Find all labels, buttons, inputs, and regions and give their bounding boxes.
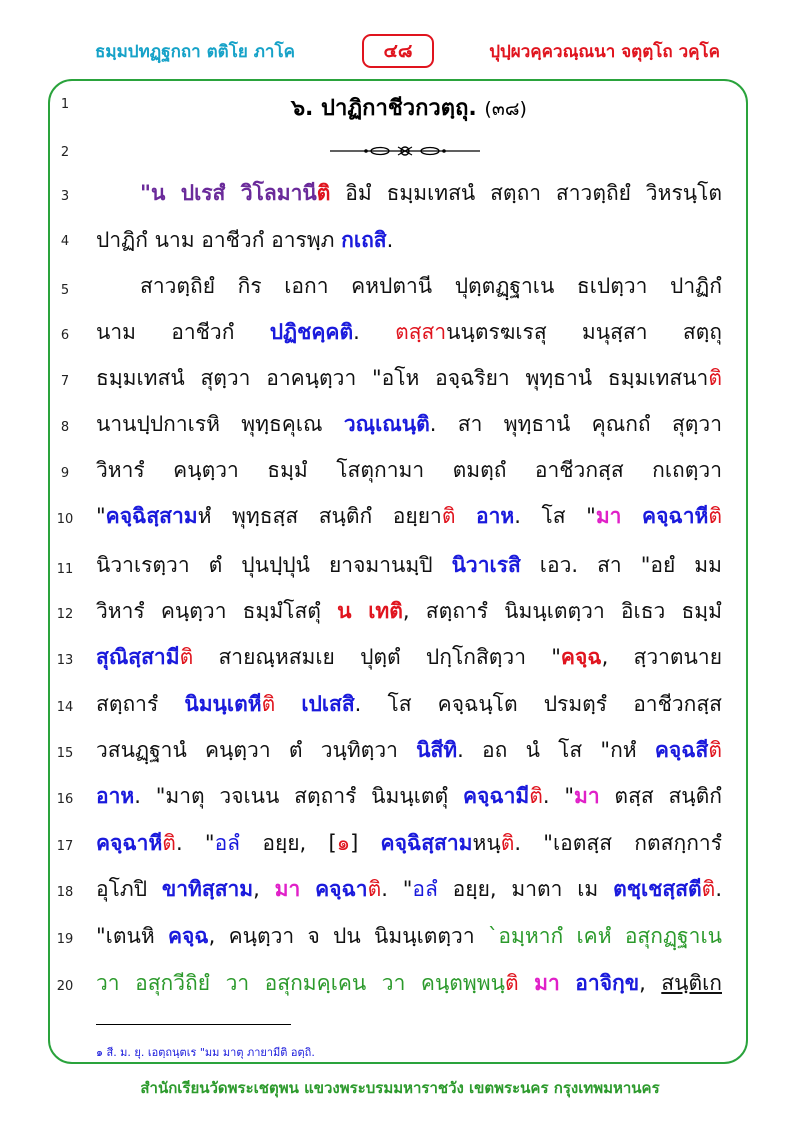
text-segment: ตสฺส สนฺติกํ <box>599 784 722 808</box>
line-number: 6 <box>60 328 70 343</box>
line-number: 20 <box>56 979 74 994</box>
line-number: 14 <box>56 700 74 715</box>
text-segment <box>300 877 315 901</box>
text-segment: สายณฺหสมเย ปุตฺตํ ปกฺโกสิตฺวา " <box>193 645 561 669</box>
text-segment: . <box>386 228 394 252</box>
text-segment: `อมฺหากํ เคหํ อสุกฏฺฐาเน <box>487 924 722 948</box>
text-line-14 <box>96 690 722 718</box>
text-segment: คจฺฉสี <box>654 738 709 762</box>
text-segment: คจฺฉาหี <box>642 504 709 528</box>
line-number: 5 <box>60 283 70 298</box>
text-segment: วา อสุกวีถิยํ วา อสุกมคฺเคน วา คนฺตพฺพนฺ <box>96 971 505 995</box>
text-segment: สาวตฺถิยํ กิร เอกา คหปตานี ปุตฺตฏฺฐาเน ธเปตฺวา ปาฏิกํ <box>140 274 722 298</box>
text-segment: อลํ <box>214 831 241 855</box>
text-segment: ติ <box>701 877 716 901</box>
text-line-19 <box>96 922 722 950</box>
book-title-header: ธมฺมปทฏฺฐกถา ตติโย ภาโค <box>95 42 295 62</box>
text-segment: สุณิสฺสามี <box>96 645 180 669</box>
text-segment: วิหารํ คนฺตฺวา ธมฺมํโสตุํ <box>96 599 338 623</box>
text-segment: คจฺฉ <box>560 645 602 669</box>
text-segment: สตฺถารํ <box>96 692 185 716</box>
line-number: 13 <box>56 653 74 668</box>
text-segment: . โส คจฺฉนฺโต ปรมตฺรํ อาชีวกสฺส <box>354 692 722 716</box>
story-title <box>96 90 722 125</box>
text-line-5 <box>140 272 722 300</box>
text-segment: "น ปเรสํ วิโลมานี <box>140 181 317 205</box>
text-segment: , <box>639 971 662 995</box>
page-number-box: ๔๘ <box>362 34 434 68</box>
text-line-10 <box>96 502 722 530</box>
text-segment: . " <box>381 877 413 901</box>
text-segment: คจฺฉิสฺสาม <box>380 831 473 855</box>
line-number: 8 <box>60 420 70 435</box>
text-segment: คจฺฉิสฺสาม <box>105 504 198 528</box>
text-segment: ติ <box>367 877 382 901</box>
text-segment: นานปฺปกาเรหิ พุทฺธคุเณ <box>96 412 344 436</box>
text-segment: ติ <box>708 738 722 762</box>
text-segment: , <box>253 877 275 901</box>
text-segment: อยฺย, มาตา เม <box>437 877 614 901</box>
text-segment: มา <box>595 504 622 528</box>
text-segment: . "มาตุ วจเนน สตฺถารํ นิมนฺเตตุํ <box>134 784 463 808</box>
story-title-text: ๖. ปาฏิกาชีวกวตฺถุ. <box>291 96 477 121</box>
text-segment: ติ <box>441 504 456 528</box>
text-segment: ติ <box>500 831 515 855</box>
text-line-6 <box>96 318 722 346</box>
line-number: 7 <box>60 374 70 389</box>
story-number: (๓๘) <box>484 98 527 120</box>
text-segment: อยฺย, [ <box>240 831 337 855</box>
text-segment: ขาทิสฺสาม <box>161 877 254 901</box>
text-line-18 <box>96 875 722 903</box>
text-segment: ติ <box>179 645 194 669</box>
line-number: 17 <box>56 839 74 854</box>
line-number: 18 <box>56 885 74 900</box>
text-segment: ปฏิชคฺคติ <box>269 320 354 344</box>
text-segment: . โส " <box>514 504 596 528</box>
text-segment: อุโภปิ <box>96 877 162 901</box>
text-segment: . "เอตสฺส กตสกฺการํ <box>514 831 722 855</box>
text-segment: ติ <box>529 784 543 808</box>
text-segment: ] <box>350 831 381 855</box>
text-segment: คจฺฉ <box>167 924 209 948</box>
text-segment: . อถ นํ โส "กหํ <box>457 738 655 762</box>
text-segment: นิวาเรตฺวา ตํ ปุนปฺปุนํ ยาจมานมฺปิ <box>96 553 452 577</box>
line-number: 19 <box>56 932 74 947</box>
text-segment: นาม อาชีวกํ <box>96 320 270 344</box>
text-segment: คจฺฉา <box>315 877 368 901</box>
text-segment: คจฺฉาหี <box>96 831 163 855</box>
chapter-header: ปุปฺผวคฺควณฺณนา จตุตฺโถ วคฺโค <box>489 42 720 62</box>
text-line-13 <box>96 643 722 671</box>
text-segment: ธมฺมเทสนํ สุตฺวา อาคนฺตฺวา "อโห อจฺฉริยา พุทฺธานํ ธมฺมเทสนา <box>96 366 709 390</box>
text-line-16 <box>96 782 722 810</box>
text-segment: เปเสสิ <box>301 692 355 716</box>
line-number: 12 <box>56 607 74 622</box>
text-segment <box>560 971 576 995</box>
text-segment: นิวาเรสิ <box>451 553 521 577</box>
text-segment: หนฺ <box>472 831 501 855</box>
text-segment: ตสฺสา <box>395 320 447 344</box>
text-segment: คจฺฉามี <box>462 784 530 808</box>
line-number: 4 <box>60 234 70 249</box>
ornament-divider-icon <box>330 144 480 158</box>
text-segment: . <box>715 877 722 901</box>
text-segment: " <box>96 504 106 528</box>
text-segment: มา <box>274 877 301 901</box>
text-segment: . สา พุทฺธานํ คุณกถํ สุตฺวา <box>429 412 722 436</box>
text-segment <box>455 504 476 528</box>
text-segment: นิมนฺเตหี <box>184 692 262 716</box>
text-line-11 <box>96 551 722 579</box>
text-segment: อาจิกฺข <box>575 971 640 995</box>
text-segment: , คนฺตฺวา จ ปน นิมนฺเตตฺวา <box>208 924 488 948</box>
text-segment: อาห <box>476 504 515 528</box>
line-number: 10 <box>56 512 74 527</box>
institution-footer: สำนักเรียนวัดพระเชตุพน แขวงพระบรมมหาราชวัง เขตพระนคร กรุงเทพมหานคร <box>140 1079 660 1097</box>
text-segment: ติ <box>504 971 519 995</box>
text-line-8 <box>96 410 722 438</box>
text-segment: ติ <box>261 692 276 716</box>
text-segment: "เตนหิ <box>96 924 168 948</box>
text-segment: หํ พุทฺธสฺส สนฺติกํ อยฺยา <box>197 504 442 528</box>
text-segment: . <box>353 320 396 344</box>
text-segment: ๑ <box>336 831 351 855</box>
text-segment <box>275 692 301 716</box>
footnote: ๑ สี. ม. ยุ. เอตฺถนฺตเร "มม มาตุ ภายามีติ อตฺถิ. <box>96 1046 315 1059</box>
text-line-9 <box>96 456 722 484</box>
text-segment: น เทติ <box>337 599 403 623</box>
text-line-12 <box>96 597 722 625</box>
text-segment: . " <box>542 784 575 808</box>
text-segment: อลํ <box>412 877 438 901</box>
text-segment: อาห <box>96 784 135 808</box>
footnote-separator <box>96 1024 291 1025</box>
text-line-20 <box>96 969 722 997</box>
text-segment: วสนฏฺฐานํ คนฺตฺวา ตํ วนฺทิตฺวา <box>96 738 417 762</box>
text-segment <box>519 971 535 995</box>
line-number: 16 <box>56 792 74 807</box>
text-line-4 <box>96 226 722 254</box>
text-line-7 <box>96 364 722 392</box>
text-segment: ติ <box>708 504 722 528</box>
text-line-17 <box>96 829 722 857</box>
line-number: 15 <box>56 746 74 761</box>
text-segment: ปาฏิกํ นาม อาชีวกํ อารพฺภ <box>96 228 342 252</box>
text-segment: , สตฺถารํ นิมนฺเตตฺวา อิเธว ธมฺมํ <box>402 599 722 623</box>
text-segment: มา <box>574 784 600 808</box>
text-segment: มา <box>534 971 560 995</box>
line-number: 3 <box>60 189 70 204</box>
text-segment: กเถสิ <box>341 228 387 252</box>
text-segment: วิหารํ คนฺตฺวา ธมฺมํ โสตุกามา ตมตฺถํ อาชีวกสฺส กเถตฺวา <box>96 458 722 482</box>
text-segment <box>621 504 642 528</box>
text-line-3 <box>140 179 722 207</box>
line-number: 9 <box>60 466 70 481</box>
text-segment: , สฺวาตนาย <box>601 645 723 669</box>
text-segment: ติ <box>316 181 331 205</box>
text-segment: สนฺติเก <box>661 971 722 995</box>
line-number: 2 <box>60 145 70 160</box>
text-segment: ติ <box>162 831 176 855</box>
text-line-15 <box>96 736 722 764</box>
text-segment: อิมํ ธมฺมเทสนํ สตฺถา สาวตฺถิยํ วิหรนฺโต <box>330 181 722 205</box>
text-segment: วณฺเณนฺติ <box>343 412 430 436</box>
line-number: 1 <box>60 97 70 112</box>
line-number: 11 <box>56 562 74 577</box>
text-segment: ตชฺเชสฺสตี <box>613 877 702 901</box>
text-segment: นิสีทิ <box>416 738 458 762</box>
text-segment: . " <box>175 831 215 855</box>
text-segment: ติ <box>708 366 722 390</box>
text-segment: เอว. สา "อยํ มม <box>520 553 722 577</box>
text-segment: นนฺตรฆเรสุ มนุสฺสา สตฺถุ <box>446 320 722 344</box>
